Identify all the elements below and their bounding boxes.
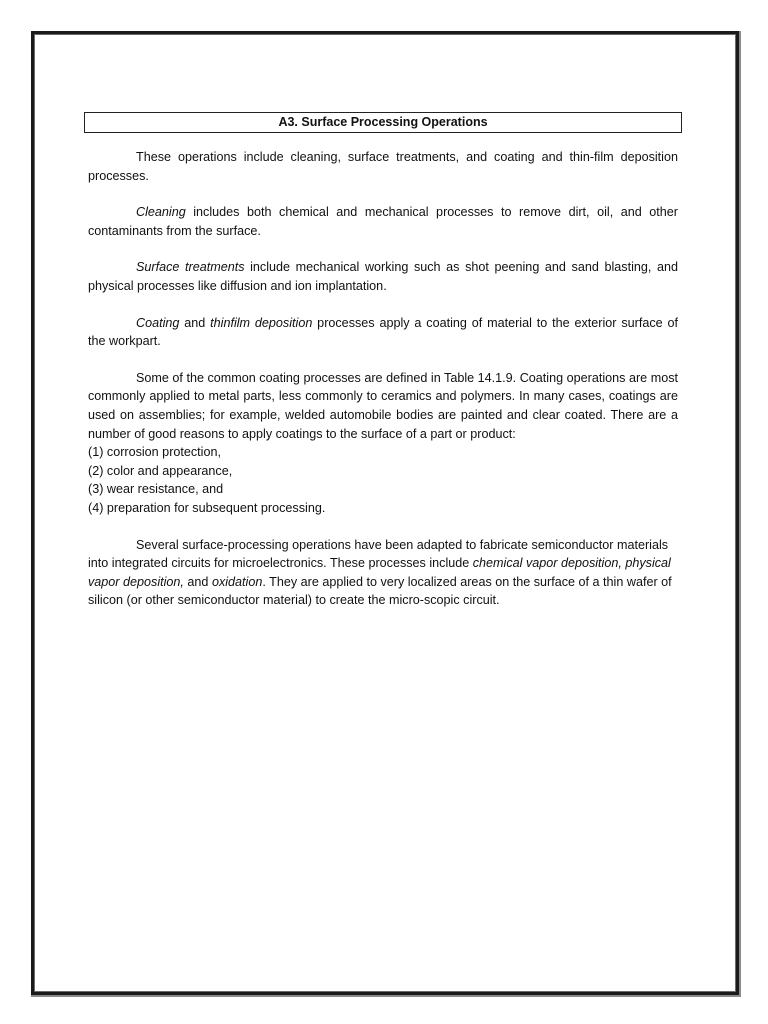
term-oxidation: oxidation	[211, 574, 263, 589]
paragraph-coating-processes	[88, 369, 678, 443]
document-body	[88, 112, 678, 628]
term-thinfilm-deposition: thinfilm deposition	[210, 315, 313, 330]
term-vapor-deposition: chemical vapor deposition, physical vapor deposition,	[88, 556, 671, 589]
paragraph-intro	[88, 148, 678, 185]
term-coating: Coating	[136, 315, 180, 330]
list-item: (1) corrosion protection,	[88, 445, 221, 460]
paragraph-semiconductor-text: . They are applied to very localized areas on the surface of a thin wafer of silicon (or other semiconductor material) to create the micro-scopic circuit.	[88, 574, 672, 608]
paragraph-coating-connector: and	[179, 315, 211, 330]
term-cleaning: Cleaning	[136, 205, 186, 220]
section-title: A3. Surface Processing Operations	[84, 112, 682, 133]
paragraph-surface-treatments	[88, 258, 678, 295]
list-item: (2) color and appearance,	[88, 463, 233, 478]
paragraph-coating-text: processes apply a coating of material to the exterior surface of the workpart.	[88, 315, 678, 349]
paragraph-surface-treatments-text: include mechanical working such as shot peening and sand blasting, and physical processes like diffusion and ion implantation.	[88, 260, 678, 293]
term-surface-treatments: Surface treatments	[136, 260, 245, 275]
paragraph-intro-text: These operations include cleaning, surface treatments, and coating and thin-film deposition processes.	[88, 150, 678, 183]
list-item: (3) wear resistance, and	[88, 482, 224, 497]
paragraph-cleaning-text: includes both chemical and mechanical processes to remove dirt, oil, and other contaminants from the surface.	[88, 205, 678, 238]
paragraph-semiconductor	[88, 536, 678, 610]
paragraph-coating-processes-text: Some of the common coating processes are defined in Table 14.1.9. Coating operations are most commonly applied to metal parts, less commonly to ceramics and polymers. In many cases, coatings are used on assemblies; for example, welded automobile bodies are painted and clear coated. There are a number of good reasons to apply coatings to the surface of a part or product:	[88, 370, 678, 441]
paragraph-coating	[88, 314, 678, 351]
paragraph-semiconductor-intro: Several surface-processing operations have been adapted to fabricate semiconductor materials into integrated circuits for microelectronics. These processes include	[88, 537, 669, 571]
coating-reasons-block	[88, 369, 678, 518]
paragraph-cleaning	[88, 203, 678, 240]
paragraph-semiconductor-connector: and	[183, 574, 212, 589]
list-item: (4) preparation for subsequent processing.	[88, 500, 326, 515]
